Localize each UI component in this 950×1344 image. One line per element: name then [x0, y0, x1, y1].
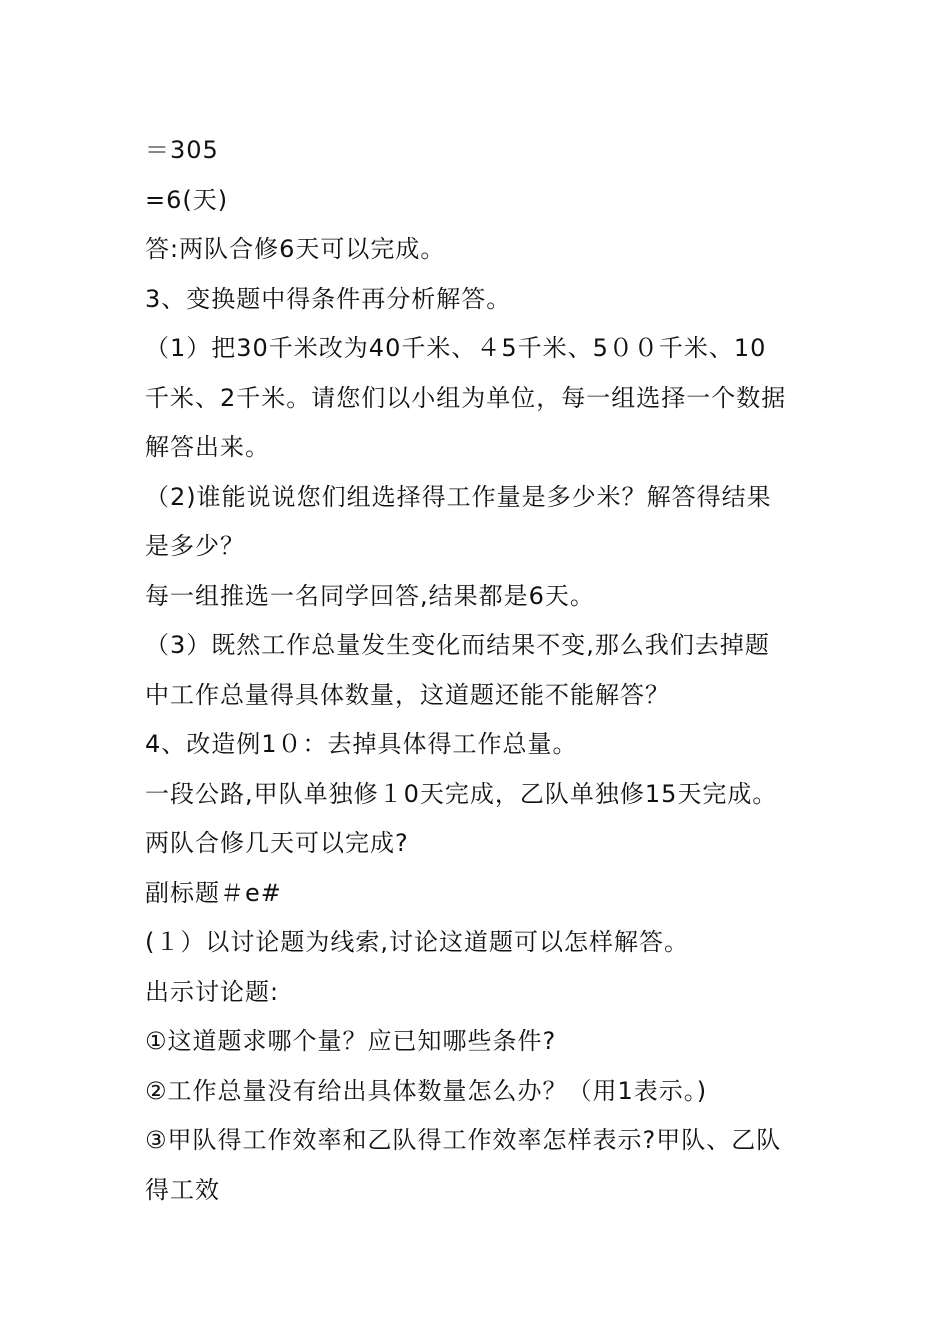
text-line-item-3a: （3）既然工作总量发生变化而结果不变,那么我们去掉题 — [145, 631, 770, 659]
text-line-result-days: =6(天) — [145, 185, 229, 214]
text-line-show-topics: 出示讨论题: — [145, 977, 280, 1006]
document-body — [145, 126, 815, 1215]
text-line-result-sum: ＝305 — [145, 136, 219, 164]
text-line-item-2b: 是多少？ — [145, 532, 245, 560]
text-line-item-3b: 中工作总量得具体数量，这道题还能不能解答？ — [145, 680, 670, 709]
text-line-topic-2: ②工作总量没有给出具体数量怎么办？（用1表示。) — [145, 1076, 708, 1105]
text-line-answer: 答:两队合修6天可以完成。 — [145, 235, 446, 263]
text-line-topic-1: ①这道题求哪个量？应已知哪些条件? — [145, 1027, 557, 1055]
text-line-topic-3a: ③甲队得工作效率和乙队得工作效率怎样表示?甲队、乙队 — [145, 1126, 782, 1154]
text-line-section-4: 4、改造例1０：去掉具体得工作总量。 — [145, 730, 578, 758]
text-line-problem-b: 两队合修几天可以完成? — [145, 829, 409, 857]
text-line-topic-3b: 得工效 — [145, 1175, 220, 1204]
text-line-item-2a: （2)谁能说说您们组选择得工作量是多少米？解答得结果 — [145, 482, 772, 511]
text-line-section-3: 3、变换题中得条件再分析解答。 — [145, 284, 512, 313]
text-line-problem-a: 一段公路,甲队单独修１0天完成，乙队单独修15天完成。 — [145, 779, 778, 808]
text-line-item-1c: 解答出来。 — [145, 433, 270, 461]
text-line-group-answer: 每一组推选一名同学回答,结果都是6天。 — [145, 581, 595, 610]
text-line-item-1b: 千米、2千米。请您们以小组为单位，每一组选择一个数据 — [145, 383, 787, 412]
text-line-subtitle: 副标题＃e# — [145, 878, 282, 907]
text-line-discussion-1: (１）以讨论题为线索,讨论这道题可以怎样解答。 — [145, 928, 689, 956]
text-line-item-1a: （1）把30千米改为40千米、４5千米、5００千米、10 — [145, 334, 767, 362]
